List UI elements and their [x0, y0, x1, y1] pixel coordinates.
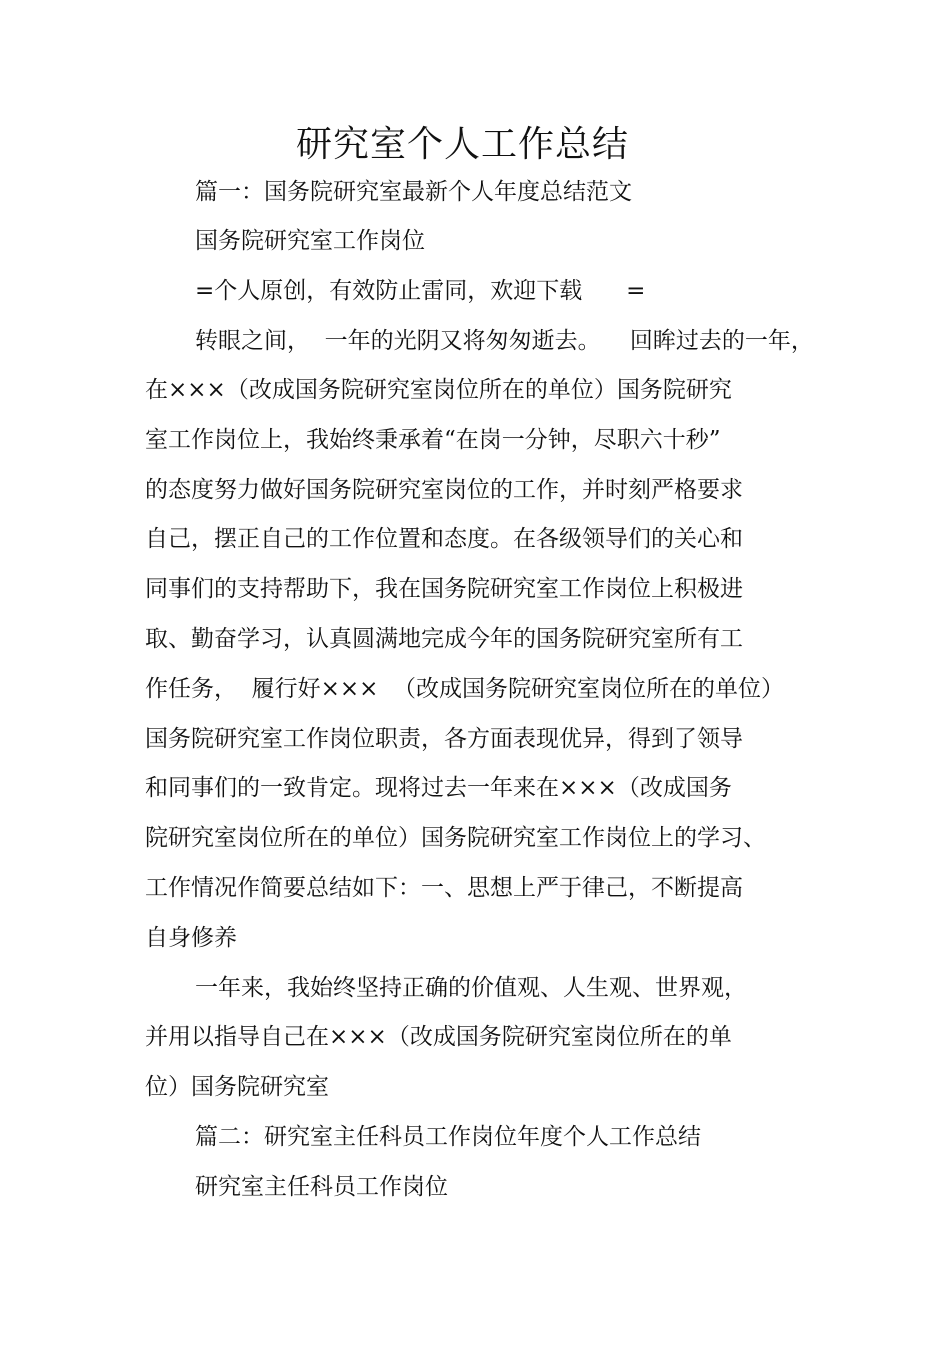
paragraph-line: 转眼之间， 一年的光阴又将匆匆逝去。 回眸过去的一年，: [195, 328, 814, 354]
paragraph-line: 研究室主任科员工作岗位: [195, 1174, 448, 1200]
paragraph-line: 院研究室岗位所在的单位）国务院研究室工作岗位上的学习、: [145, 825, 766, 851]
paragraph-line: 自己，摆正自己的工作位置和态度。在各级领导们的关心和: [145, 526, 743, 552]
paragraph-line: =个人原创，有效防止雷同，欢迎下载 =: [195, 278, 646, 304]
paragraph-line: 并用以指导自己在×××（改成国务院研究室岗位所在的单: [145, 1024, 732, 1050]
paragraph-line: 工作情况作简要总结如下：一、思想上严于律己，不断提高: [145, 875, 743, 901]
paragraph-line: 自身修养: [145, 925, 237, 951]
paragraph-line: 位）国务院研究室: [145, 1074, 329, 1100]
paragraph-line: 国务院研究室工作岗位: [195, 228, 425, 254]
paragraph-line: 国务院研究室工作岗位职责，各方面表现优异，得到了领导: [145, 726, 743, 752]
paragraph-line: 的态度努力做好国务院研究室岗位的工作，并时刻严格要求: [145, 477, 743, 503]
paragraph-line: 和同事们的一致肯定。现将过去一年来在×××（改成国务: [145, 775, 732, 801]
paragraph-line: 室工作岗位上，我始终秉承着“在岗一分钟，尽职六十秒”: [145, 427, 721, 453]
section-heading-2: 篇二：研究室主任科员工作岗位年度个人工作总结: [195, 1124, 701, 1150]
paragraph-line: 一年来，我始终坚持正确的价值观、人生观、世界观，: [195, 975, 747, 1001]
paragraph-line: 作任务， 履行好××× （改成国务院研究室岗位所在的单位）: [145, 676, 785, 702]
document-title: 研究室个人工作总结: [295, 124, 629, 165]
paragraph-line: 同事们的支持帮助下，我在国务院研究室工作岗位上积极进: [145, 576, 743, 602]
paragraph-line: 在×××（改成国务院研究室岗位所在的单位）国务院研究: [145, 377, 732, 403]
section-heading-1: 篇一：国务院研究室最新个人年度总结范文: [195, 179, 632, 205]
paragraph-line: 取、勤奋学习，认真圆满地完成今年的国务院研究室所有工: [145, 626, 743, 652]
